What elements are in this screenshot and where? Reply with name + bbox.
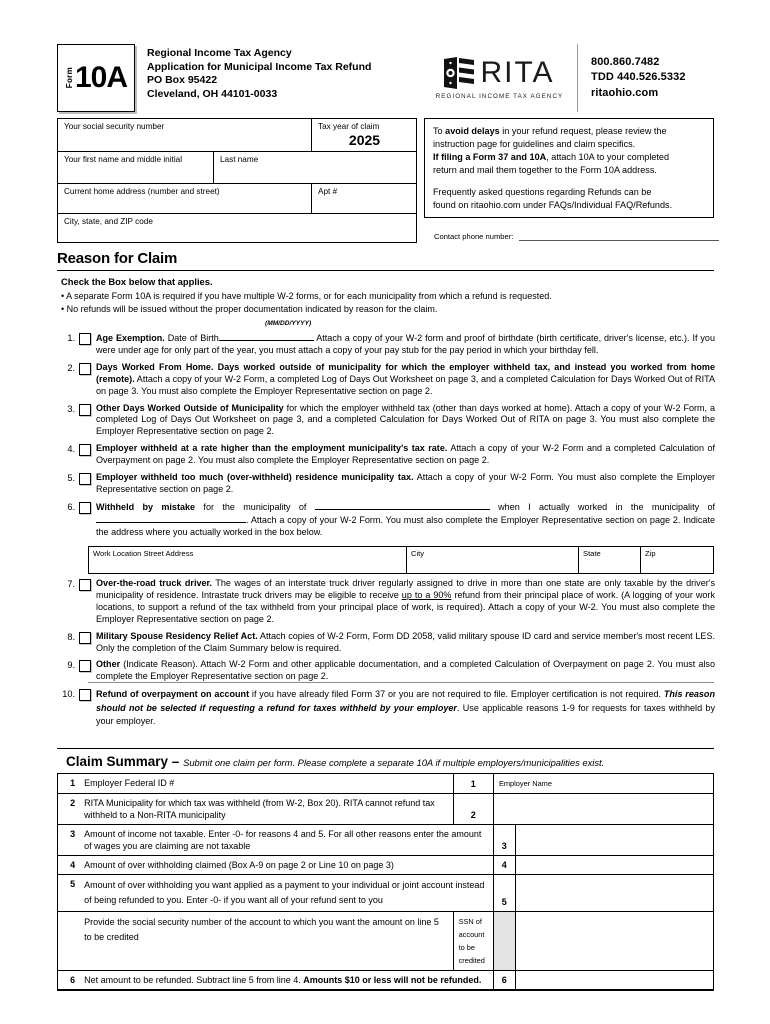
table-row [58,912,714,971]
cs-ssn-label-cell [453,912,493,971]
reason-checkbox-5[interactable] [79,473,91,485]
cs-line-2: 2 [58,794,80,825]
mmddyyyy-hint: (MM/DD/YYYY) [265,320,312,327]
agency-line-3: PO Box 95422 [147,74,218,87]
cs-desc-6: Net amount to be refunded. Subtract line 5 from line 4. Amounts $10 or less will not be refunded. [79,971,493,990]
cs-value-2[interactable] [493,794,713,825]
reason-number-10: 10. [62,689,75,699]
contact-phone-input[interactable] [519,232,719,241]
instruction-line-2: instruction page for guidelines and claim specifics. [433,139,636,149]
reason-bullets [61,290,711,315]
page-title: Reason for Claim [57,250,178,267]
instruction-line-4: return and mail them together to the Form 10A address. [433,165,657,175]
reason-item-3 [57,403,715,439]
reason-checkbox-7[interactable] [79,579,91,591]
instruction-line-6: found on ritaohio.com under FAQs/Individual FAQ/Refunds. [433,200,673,210]
cs-employer-name-label: Employer Name [498,779,552,788]
agency-address-block [135,44,422,112]
agency-line-1: Regional Income Tax Agency [147,47,292,59]
table-row [58,774,714,794]
claim-summary-table [57,773,714,990]
ssn-field[interactable] [58,119,311,151]
work-location-state-label: State [583,549,601,558]
reason-item-4 [57,443,715,467]
reason-text-10: Refund of overpayment on account if you have already filed Form 37 or you are not required to file. Employer certification is not required. This reason should not be selected if requesting a refund for taxes withheld by your employer. Use applicable reasons 1-9 for requests for taxes withheld by your employer. [96,689,715,726]
cs-value-4[interactable] [515,856,713,875]
form-label: Form [64,67,74,89]
reason-text-8: Military Spouse Residency Relief Act. Attach copies of W-2 Form, Form DD 2058, valid military spouse ID card and service member's most recent LES. Only the completion of the Claim Summary below is required. [96,630,715,653]
form-number: 10A [74,61,128,94]
reason-text-4: Employer withheld at a rate higher than the employment municipality's tax rate. Attach a copy of your W-2 Form and a completed Calculation of Overpayment on page 2. You must also complete the Employer Representative section on page 2. [96,443,715,466]
instruction-line-3: If filing a Form 37 and 10A, attach 10A to your completed [433,152,670,162]
cs-desc-3: Amount of income not taxable. Enter -0- for reasons 4 and 5. For all other reasons enter the amount of wages you are claiming are not taxable [79,825,493,856]
table-row [58,875,714,912]
rita-wordmark: RITA [480,56,555,89]
reason-number-4: 4. [67,444,75,455]
work-location-street-label: Work Location Street Address [93,549,194,558]
rita-logo-mark [444,57,474,89]
cs-line-3: 3 [58,825,80,856]
reason-text-5: Employer withheld too much (over-withheld) residence municipality tax. Attach a copy of your W-2 Form. You must also complete the Employer Representative section on page 2. [96,472,715,494]
reason-bullet-1: • A separate Form 10A is required if you have multiple W-2 forms, or for each municipality from which a refund is requested. [61,291,552,301]
reason-list [57,332,715,544]
reason-bullet-2: • No refunds will be issued without the proper documentation indicated by reason for the claim. [61,303,438,314]
work-location-table [88,546,714,574]
cs-line-6: 6 [58,971,80,990]
claim-summary-heading: Claim Summary – [66,754,184,769]
contact-phone-label: Contact phone number: [434,232,514,241]
cs-desc-2: RITA Municipality for which tax was withheld (from W-2, Box 20). RITA cannot refund tax withheld to a Non-RITA municipality [79,794,453,825]
cs-value-6[interactable] [515,971,713,990]
work-location-zip-cell[interactable] [641,547,713,573]
reason-text-6: Withheld by mistake for the municipality of when I actually worked in the municipality of . Attach a copy of your W-2 Form. You must also complete the Employer Representative section on page 2. Indicate the address where you actually worked in the box below. [96,501,716,537]
claim-summary-title [57,749,714,773]
cs-desc-4: Amount of over withholding claimed (Box A-9 on page 2 or Line 10 on page 3) [79,856,493,875]
instruction-box [424,118,714,218]
cs-line-4: 4 [58,856,80,875]
form-number-badge [57,44,135,112]
cs-box-4: 4 [493,856,515,875]
city-state-zip-label: City, state, and ZIP code [64,217,153,226]
last-name-field[interactable] [213,152,416,183]
section-divider [57,270,714,271]
last-name-label: Last name [220,155,259,164]
reason-checkbox-6[interactable] [79,502,91,514]
reason-item-6 [57,501,715,539]
rita-logo [422,44,578,112]
ssn-label: Your social security number [64,122,165,131]
reason-number-9: 9. [67,660,75,671]
cs-ssn-credited-label: SSN of account to be credited [458,917,485,965]
reason-number-7: 7. [67,579,75,589]
cs-box-3: 3 [493,825,515,856]
rita-logo-subtitle: REGIONAL INCOME TAX AGENCY [435,93,564,100]
reason-checkbox-2[interactable] [79,363,91,375]
tax-year-field[interactable] [311,119,416,151]
cs-value-5[interactable] [515,875,713,912]
home-address-label: Current home address (number and street) [64,187,220,196]
first-name-label: Your first name and middle initial [64,155,183,164]
work-location-street-cell[interactable] [89,547,407,573]
work-location-city-label: City [411,549,425,558]
cs-line-5: 5 [58,875,80,912]
reason-text-3: Other Days Worked Outside of Municipality for which the employer withheld tax (other than days worked at home). Attach a copy of your W-2 Form, a completed Log of Days Out Worksheet on page 3, and a completed Calculation for Days Worked Out of RITA on page 3. You must also complete the Employer Representative section on page 2. [96,402,715,437]
home-address-field[interactable] [58,184,311,213]
agency-contact-block [578,44,714,112]
reason-text-1: Age Exemption. Date of Birth Attach a copy of your W-2 form and proof of birthdate (birth certificate, driver's license, etc.). If you were under age for only part of the year, you must attach a copy of your pay stub for the pay period in which your birthday fell. [96,333,715,355]
taxpayer-info-box [57,118,417,243]
cs-box-ssn [493,912,515,971]
cs-value-3[interactable] [515,825,713,856]
check-box-header: Check the Box below that applies. [61,276,213,287]
reason-text-9: Other (Indicate Reason). Attach W-2 Form and other applicable documentation, and a completed Calculation of Overpayment on page 2. You must also complete the Employer Representative section on page 2. [96,659,715,682]
first-name-field[interactable] [58,152,213,183]
city-state-zip-field[interactable] [58,214,416,242]
table-row [58,794,714,825]
reason-number-8: 8. [67,631,75,642]
reason-text-2: Days Worked From Home. Days worked outside of municipality for which the employer withheld tax, and instead you worked from home (remote). Attach a copy of your W-2 Form, a completed Log of Days Out Worksheet on page 3, and a completed Calculation for Days Worked Out of RITA on page 3. You must also complete the Employer Representative section on page 2. [96,361,715,396]
reason-item-9 [57,659,715,683]
cs-line-1: 1 [58,774,80,794]
table-row [58,971,714,990]
tax-year-label: Tax year of claim [318,122,380,131]
reason-checkbox-3[interactable] [79,404,91,416]
cs-value-ssn[interactable] [515,912,713,971]
reason-item-5 [57,472,715,496]
reason-checkbox-10[interactable] [79,689,91,701]
claim-summary-subtitle: Submit one claim per form. Please complete a separate 10A if multiple employers/municipalities exist. [183,757,605,768]
reason-text-7: Over-the-road truck driver. The wages of an interstate truck driver regularly assigned to drive in more than one state are only taxable by the driver's municipality of residence. Intrastate truck drivers may be eligible to receive up to a 90% refund from their principal place of work. (A logging of your work locations, to support a refund of the tax withheld from your principal place of work, is required). Attach a copy of your W-2. You must also complete the Employer Representative section on page 2. [96,578,715,624]
cs-desc-ssn: Provide the social security number of the account to which you want the amount on line 5 to be credited [79,912,453,971]
cs-box-1: 1 [453,774,493,794]
reason-item-10 [57,688,715,729]
reason-number-1: 1. [67,333,75,343]
reason-item-1 [57,332,715,357]
reason-checkbox-9[interactable] [79,660,91,672]
cs-employer-name-cell[interactable] [493,774,713,794]
cs-box-2: 2 [453,794,493,825]
cs-box-5: 5 [493,875,515,912]
reason-number-3: 3. [67,403,75,414]
reason-checkbox-1[interactable] [79,333,91,345]
tax-year-value: 2025 [348,132,381,148]
apt-field[interactable] [311,184,416,213]
reason-list-item10 [57,688,715,734]
reason-10-divider [88,682,714,683]
table-row [58,825,714,856]
cs-desc-1: Employer Federal ID # [79,774,453,794]
instruction-line-5: Frequently asked questions regarding Refunds can be [433,187,652,197]
reason-number-5: 5. [67,473,75,484]
cs-box-6: 6 [493,971,515,990]
cs-desc-5: Amount of over withholding you want applied as a payment to your individual or joint account instead of being refunded to you. Enter -0- if you want all of your refund sent to you [79,875,493,912]
reason-item-8 [57,631,715,655]
reason-item-7 [57,578,715,626]
apt-label: Apt # [318,187,338,196]
agency-line-4: Cleveland, OH 44101-0033 [147,87,278,100]
agency-tdd: TDD 440.526.5332 [591,71,686,84]
work-location-zip-label: Zip [645,549,656,558]
agency-line-2: Application for Municipal Income Tax Refund [147,60,372,73]
claim-summary-section [57,748,714,991]
cs-line-ssn [58,912,80,971]
reason-number-2: 2. [67,362,75,373]
table-row [58,856,714,875]
work-location-city-cell[interactable] [407,547,579,573]
reason-checkbox-4[interactable] [79,444,91,456]
instruction-line-1: To avoid delays in your refund request, please review the [433,126,667,136]
agency-website[interactable]: ritaohio.com [591,86,659,99]
reason-item-2 [57,362,715,398]
contact-phone-row[interactable] [434,232,719,241]
reason-number-6: 6. [67,501,75,512]
reason-list-continued [57,578,715,688]
reason-checkbox-8[interactable] [79,632,91,644]
agency-phone: 800.860.7482 [591,55,660,68]
form-header [57,44,714,112]
work-location-state-cell[interactable] [579,547,641,573]
